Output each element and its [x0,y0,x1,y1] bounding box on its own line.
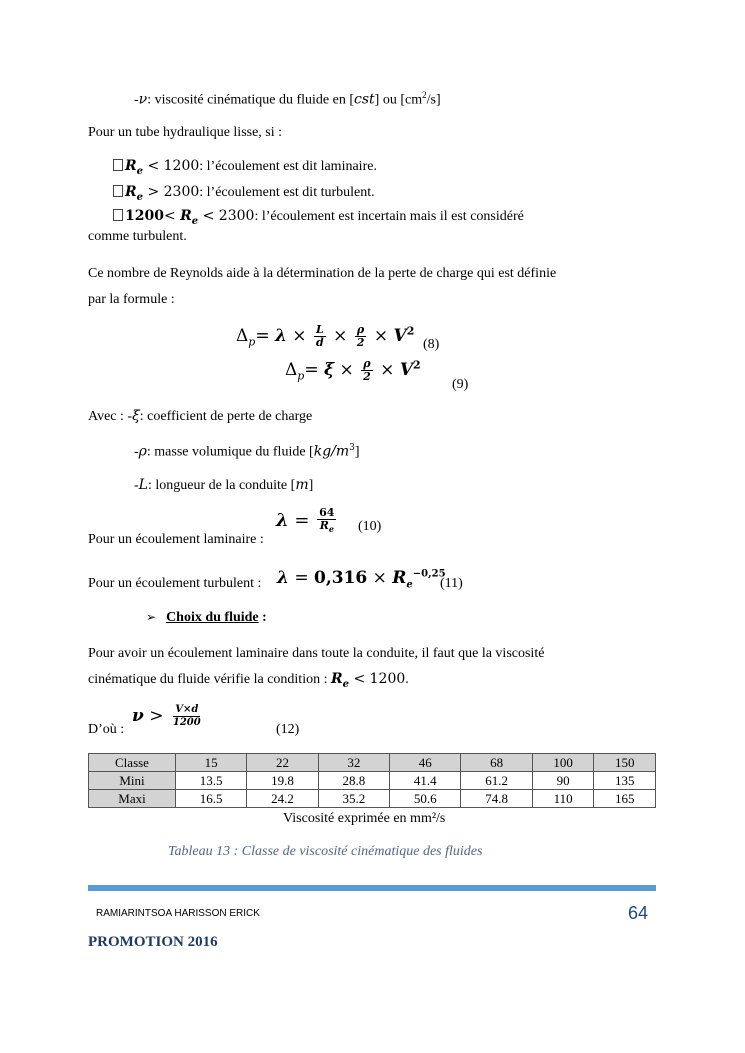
condition-turbulent [113,184,375,203]
bracket-close: ] [354,444,360,460]
nu-symbol: ν [132,706,144,726]
rho-unit: kg/m [313,443,350,460]
table-cell: Maxi [89,790,176,808]
table-cell: 90 [532,772,594,790]
equals: = [288,510,316,532]
choix-title: Choix du fluide [166,610,259,625]
frac-denominator: 2 [363,370,371,383]
fraction-l-over-d [314,324,326,349]
fraction-vd-over-1200 [171,704,203,729]
equation-12-number: (12) [276,722,300,737]
equation-12 [132,704,205,729]
dash: - [134,444,139,460]
table-cell: 32 [318,754,389,772]
lambda-symbol: λ [276,510,289,532]
re-subscript: e [136,165,144,177]
frac-numerator: 64 [319,506,335,519]
equation-11 [277,568,446,590]
equation-10-number: (10) [358,519,382,534]
equals: = [288,568,314,588]
frac-denominator: 2 [356,336,365,349]
condition-text: : l’écoulement est dit turbulent. [199,185,375,200]
equation-11-number: (11) [440,576,463,591]
table-cell: 16.5 [176,790,247,808]
table-cell: 46 [390,754,461,772]
frac-denominator [318,520,336,535]
re-relation: < 1200 [349,671,406,687]
condition-laminar [113,158,377,177]
frac-denominator: 1200 [172,717,201,728]
equation-8 [236,324,414,349]
length-definition: : longueur de la conduite [ [147,478,296,493]
equation-10 [276,507,338,535]
lt-symbol: < [163,208,181,224]
times: × [327,326,353,346]
table-cell: 110 [532,790,594,808]
choix-heading [146,610,267,626]
re-symbol: R [180,208,192,224]
equation-9 [285,358,421,383]
choix-paragraph-line1: Pour avoir un écoulement laminaire dans toute la conduite, il faut que la viscosité [88,646,545,661]
equals: = [255,326,275,346]
table-caption: Tableau 13 : Classe de viscosité cinématique des fluides [168,844,483,859]
period: . [405,672,409,687]
re-subscript: e [136,191,144,203]
rho-unit-exponent: 3 [349,443,355,453]
table-cell: 28.8 [318,772,389,790]
xi-symbol: ξ [132,408,140,424]
table-cell: 74.8 [461,790,532,808]
table-cell: 100 [532,754,594,772]
dash: - [134,92,139,108]
frac-numerator: V×d [175,704,199,715]
avec-label: Avec : - [88,409,133,424]
gt-symbol: > [143,706,169,726]
table-cell: 41.4 [390,772,461,790]
rho-definition-line [134,443,360,461]
xi-symbol: ξ [323,360,335,380]
delta-symbol: Δ [285,360,298,380]
lower-bound: 1200 [125,208,164,224]
length-unit: m [295,477,309,493]
cst-unit: cst [354,91,375,108]
condition-intro: cinématique du fluide vérifie la condition : [88,672,331,687]
table-cell: 165 [594,790,656,808]
reynolds-paragraph-line2: par la formule : [88,292,175,307]
nu-text-mid: ] ou [cm [374,92,423,108]
re-symbol: R [125,184,137,200]
times: × [334,360,360,380]
rho-symbol: ρ [138,443,147,460]
frac-denominator: d [315,336,324,349]
choix-colon: : [258,610,267,625]
table-cell: Classe [89,754,176,772]
table-cell: 68 [461,754,532,772]
table-cell: 13.5 [176,772,247,790]
nu-symbol: ν [138,91,148,108]
rho-definition: : masse volumique du fluide [ [146,444,314,460]
delta-subscript: p [248,335,256,349]
table-header-row [89,754,656,772]
length-symbol: L [138,477,148,493]
equation-9-number: (9) [452,377,469,392]
table-cell: 61.2 [461,772,532,790]
delta-symbol: Δ [236,326,249,346]
velocity-exponent: 2 [413,358,421,372]
re-relation: < 1200 [143,158,200,174]
checkbox-glyph-icon [113,209,123,221]
dou-label: D’où : [88,722,125,737]
velocity-symbol: V [399,360,414,380]
times: × [368,326,394,346]
laminar-label: Pour un écoulement laminaire : [88,532,264,547]
footer-promotion: PROMOTION 2016 [88,934,218,950]
table-cell: 15 [176,754,247,772]
nu-text: : viscosité cinématique du fluide en [ [147,92,355,108]
table-cell: 24.2 [247,790,318,808]
table-cell: Mini [89,772,176,790]
delta-subscript: p [297,369,305,383]
lambda-symbol: λ [274,326,287,346]
viscosity-table [88,753,656,808]
fraction-rho-over-2 [355,324,367,349]
times: × [367,568,393,588]
table-cell: 150 [594,754,656,772]
velocity-symbol: V [393,326,407,346]
arrow-bullet-icon: ➢ [146,610,157,624]
re-subscript: e [191,215,199,227]
table-row [89,790,656,808]
frac-numerator: L [315,323,324,336]
turbulent-label: Pour un écoulement turbulent : [88,576,262,591]
tube-intro: Pour un tube hydraulique lisse, si : [88,125,283,140]
bracket-close: ] [308,478,314,493]
nu-text-end: /s] [426,92,441,108]
condition-uncertain [113,208,524,227]
frac-numerator: ρ [356,323,365,336]
footer-author: RAMIARINTSOA HARISSON ERICK [96,908,260,919]
frac-numerator: ρ [363,357,371,370]
times: × [286,326,312,346]
times: × [374,360,400,380]
page-number: 64 [628,903,649,923]
checkbox-glyph-icon [113,159,123,171]
re-subscript: e [342,678,349,690]
length-definition-line [134,477,313,494]
equals: = [304,360,324,380]
re-symbol: R [330,671,343,687]
footer-bar [88,885,656,891]
dash: - [134,478,139,493]
equation-8-number: (8) [423,337,440,352]
table-note: Viscosité exprimée en mm²/s [283,811,446,826]
re-relation: < 2300 [198,208,255,224]
table-cell: 50.6 [390,790,461,808]
re-subscript: e [406,579,413,591]
choix-paragraph-line2 [88,671,409,690]
nu-definition-line [134,90,441,109]
condition-uncertain-continued: comme turbulent. [88,229,187,244]
condition-text: : l’écoulement est incertain mais il est considéré [254,209,524,224]
xi-definition: : coefficient de perte de charge [139,409,313,424]
table-row [89,772,656,790]
cm-exponent: 2 [422,90,427,100]
lambda-symbol: λ [277,568,289,588]
re-symbol: R [392,568,407,588]
table-cell: 19.8 [247,772,318,790]
fraction-rho-over-2 [361,358,373,383]
fraction-64-over-re [317,507,336,535]
re-symbol: R [125,158,137,174]
re-subscript: e [328,524,334,535]
table-cell: 35.2 [318,790,389,808]
table-cell: 135 [594,772,656,790]
velocity-exponent: 2 [406,324,415,338]
avec-xi-line [88,408,312,425]
re-exponent: −0,25 [412,568,446,580]
re-relation: > 2300 [143,184,200,200]
reynolds-paragraph-line1: Ce nombre de Reynolds aide à la détermination de la perte de charge qui est définie [88,266,557,281]
checkbox-glyph-icon [113,185,123,197]
condition-text: : l’écoulement est dit laminaire. [199,159,377,174]
table-cell: 22 [247,754,318,772]
turbulent-coefficient: 0,316 [313,568,368,588]
re-symbol: R [319,519,329,532]
